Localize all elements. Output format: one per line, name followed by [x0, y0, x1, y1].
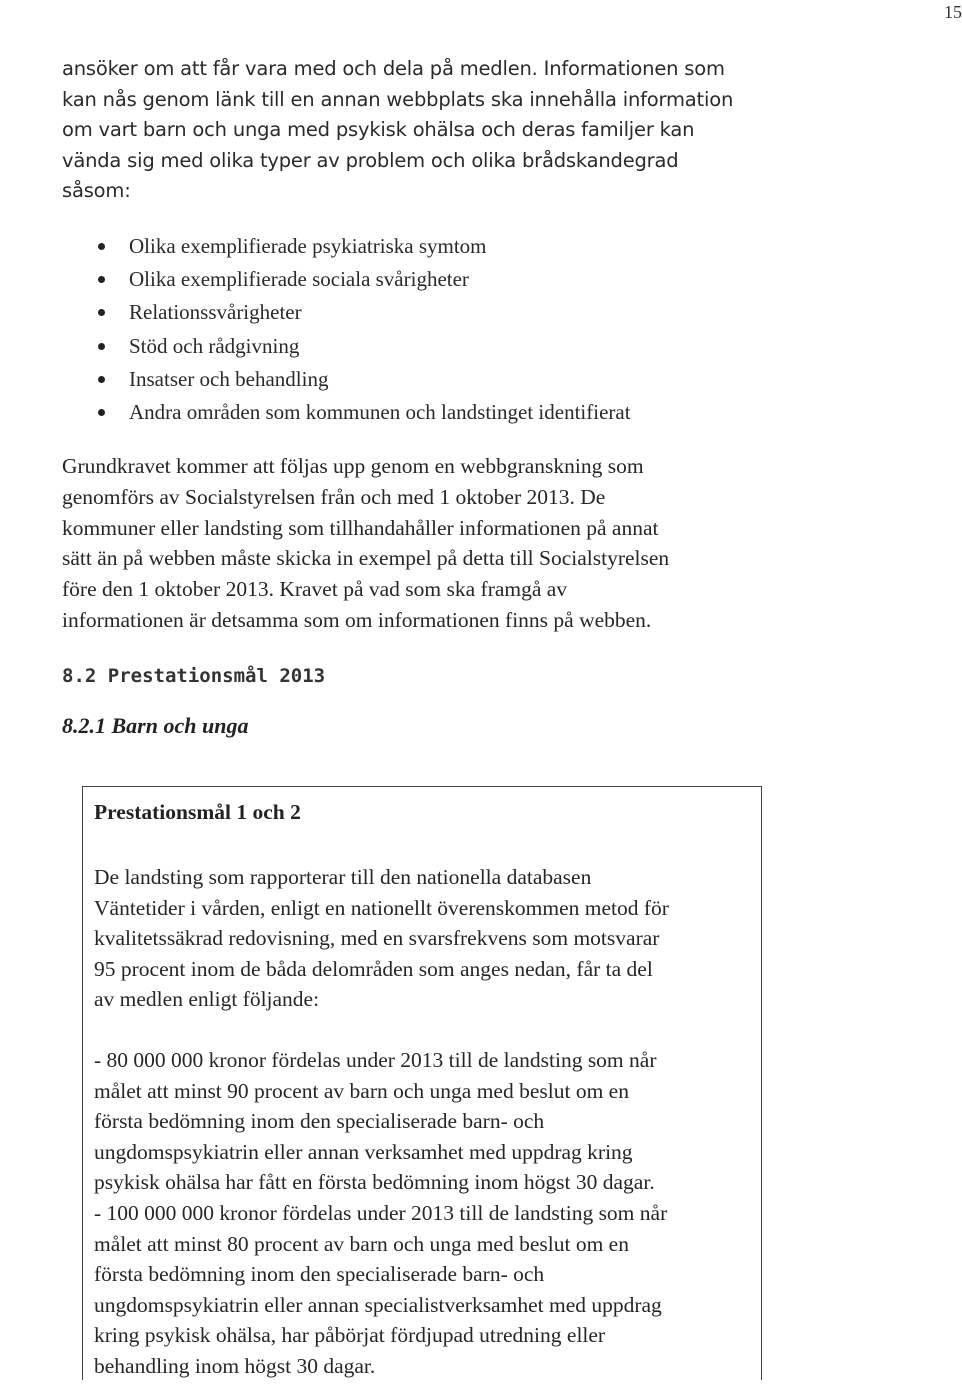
prestationsmal-box	[82, 786, 762, 1380]
intro-line: kan nås genom länk till en annan webbplats ska innehålla information	[62, 87, 734, 111]
list-item-text: Relationssvårigheter	[129, 300, 302, 325]
box-line: - 80 000 000 kronor fördelas under 2013 till de landsting som når	[94, 1048, 657, 1072]
bullet-icon	[98, 276, 105, 283]
subsection-heading: 8.2.1 Barn och unga	[62, 713, 249, 738]
box-title: Prestationsmål 1 och 2	[94, 800, 301, 824]
bullet-icon	[98, 343, 105, 350]
section-heading: 8.2 Prestationsmål 2013	[62, 665, 326, 687]
box-line: ungdomspsykiatrin eller annan specialistverksamhet med uppdrag	[94, 1292, 662, 1317]
list-item-text: Olika exemplifierade psykiatriska symtom	[129, 234, 487, 258]
box-line: kring psykisk ohälsa, har påbörjat fördjupad utredning eller	[94, 1323, 606, 1348]
box-line: första bedömning inom den specialiserade barn- och	[94, 1262, 545, 1287]
bullet-list	[96, 230, 631, 429]
box-paragraph-2	[94, 1045, 754, 1382]
body-line: före den 1 oktober 2013. Kravet på vad som ska framgå av	[62, 577, 568, 602]
box-line: De landsting som rapporterar till den nationella databasen	[94, 865, 592, 889]
intro-line: vända sig med olika typer av problem och olika brådskandegrad	[62, 148, 679, 172]
bullet-icon	[98, 376, 105, 383]
list-item-text: Insatser och behandling	[129, 366, 329, 391]
box-line: Väntetider i vården, enligt en nationellt överenskommen metod för	[94, 895, 669, 920]
list-item	[96, 330, 631, 363]
box-line: första bedömning inom den specialiserade barn- och	[94, 1109, 545, 1134]
intro-line: såsom:	[62, 179, 131, 202]
list-item	[96, 363, 631, 396]
list-item	[96, 296, 631, 329]
bullet-icon	[98, 409, 105, 416]
list-item	[96, 230, 631, 263]
body-line: genomförs av Socialstyrelsen från och med 1 oktober 2013. De	[62, 484, 606, 509]
bullet-icon	[98, 243, 105, 250]
box-line: målet att minst 80 procent av barn och unga med beslut om en	[94, 1231, 629, 1256]
box-line: behandling inom högst 30 dagar.	[94, 1353, 376, 1378]
list-item	[96, 263, 631, 296]
box-line: målet att minst 90 procent av barn och unga med beslut om en	[94, 1078, 629, 1103]
box-paragraph-1	[94, 862, 754, 1015]
list-item-text: Andra områden som kommunen och landstinget identifierat	[129, 400, 631, 425]
list-item-text: Olika exemplifierade sociala svårigheter	[129, 267, 469, 292]
intro-line: ansöker om att får vara med och dela på medlen. Informationen som	[62, 57, 725, 80]
box-line: - 100 000 000 kronor fördelas under 2013 till de landsting som når	[94, 1200, 668, 1225]
box-line: kvalitetssäkrad redovisning, med en svarsfrekvens som motsvarar	[94, 926, 660, 951]
box-line: psykisk ohälsa har fått en första bedömning inom högst 30 dagar.	[94, 1170, 655, 1195]
intro-paragraph	[62, 54, 762, 207]
page-number: 15	[944, 2, 962, 22]
intro-line: om vart barn och unga med psykisk ohälsa och deras familjer kan	[62, 118, 695, 141]
body-line: informationen är detsamma som om informationen finns på webben.	[62, 607, 652, 632]
body-line: kommuner eller landsting som tillhandahåller informationen på annat	[62, 515, 659, 540]
box-line: 95 procent inom de båda delområden som anges nedan, får ta del	[94, 956, 653, 981]
body-line: sätt än på webben måste skicka in exempel på detta till Socialstyrelsen	[62, 546, 670, 571]
list-item	[96, 396, 631, 429]
body-line: Grundkravet kommer att följas upp genom en webbgranskning som	[62, 454, 644, 478]
box-line: av medlen enligt följande:	[94, 987, 320, 1012]
body-paragraph	[62, 451, 762, 636]
box-line: ungdomspsykiatrin eller annan verksamhet med uppdrag kring	[94, 1139, 633, 1164]
bullet-icon	[98, 309, 105, 316]
list-item-text: Stöd och rådgivning	[129, 333, 300, 358]
